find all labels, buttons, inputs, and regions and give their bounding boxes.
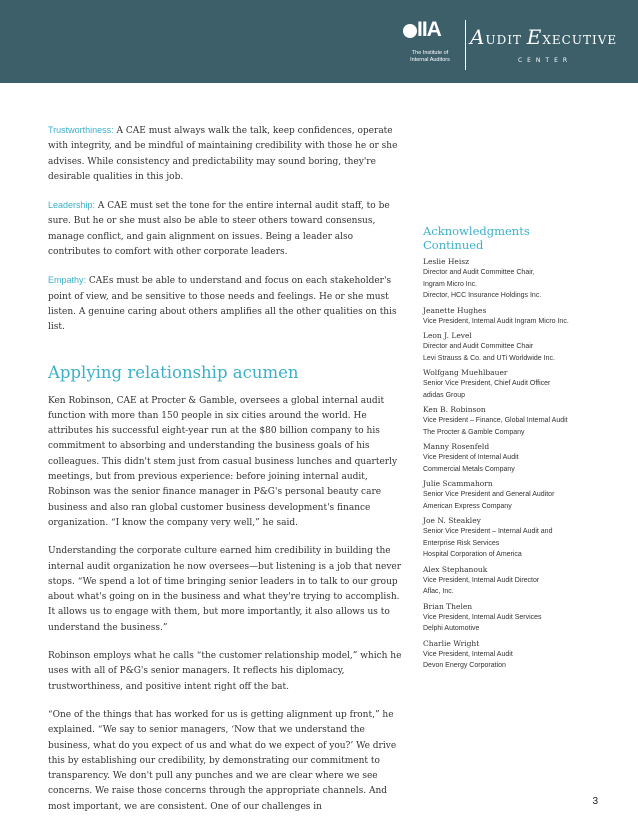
- acknowledgment-entry: [423, 367, 628, 401]
- acknowledgment-role: Hospital Corporation of America: [423, 551, 522, 558]
- acknowledgment-role: Senior Vice President – Internal Audit and: [423, 528, 553, 535]
- quality-paragraph: [48, 198, 406, 260]
- acknowledgment-name: Leon J. Level: [423, 331, 472, 340]
- acknowledgment-entry: [423, 638, 628, 672]
- acknowledgment-role: Commercial Metals Company: [423, 465, 515, 473]
- acknowledgment-entry: [423, 478, 628, 512]
- acknowledgment-name: Ken B. Robinson: [423, 405, 486, 414]
- acknowledgment-entry: [423, 330, 628, 364]
- acknowledgment-role: Vice President, Internal Audit: [423, 650, 513, 658]
- acknowledgment-role: American Express Company: [423, 502, 512, 510]
- header-divider: [465, 20, 466, 70]
- acknowledgment-name: Jeanette Hughes: [423, 305, 487, 315]
- acknowledgment-role: Vice President, Internal Audit Services: [423, 613, 542, 621]
- header-banner: [0, 0, 638, 83]
- body-paragraph: “One of the things that has worked for us is getting alignment up front,” he explained. “We say to senior managers, ‘Now that we understand the business, what do you expect of us and what do we expect of you?’ We drive this by establishing our credibility, by demonstrating our commitment to transparency. We don't pull any punches and we are clear where we see concerns. We raise those concerns through the appropriate channels. And most important, we are consistent. One of our challenges in: [48, 709, 397, 812]
- acknowledgment-entry: [423, 305, 628, 328]
- acknowledgments-sidebar: [423, 224, 628, 675]
- quality-text: CAEs must be able to understand and focus on each stakeholder's point of view, and be sensitive to those needs and feelings. He or she must listen. A genuine caring about others amplifies all the other qualities on this list.: [48, 276, 397, 333]
- acknowledgment-entry: [423, 404, 628, 438]
- acknowledgment-role: Enterprise Risk Services: [423, 539, 500, 547]
- acknowledgment-name: Alex Stephanouk: [423, 564, 488, 574]
- acknowledgments-list: [423, 256, 628, 672]
- acknowledgment-role: Director, HCC Insurance Holdings Inc.: [423, 292, 542, 299]
- quality-text: A CAE must set the tone for the entire internal audit staff, to be sure. But he or she must also be able to steer others toward consensus, manage conflict, and gain alignment on issues. Being a leader also contributes to comfort with other corporate leaders.: [48, 201, 390, 258]
- acknowledgment-role: Vice President of Internal Audit: [423, 454, 519, 461]
- acknowledgment-name: Julie Scammahorn: [423, 479, 493, 488]
- body-paragraph: Understanding the corporate culture earned him credibility in building the internal audit organization he now oversees—but listening is a job that never stops. “We spend a lot of time bringing senior leaders in to talk to our group about what's going on in the business and what they're trying to accomplish. It allows us to engage with them, but more importantly, it also allows us to understand the business.”: [48, 546, 402, 633]
- acknowledgment-role: Devon Energy Corporation: [423, 662, 506, 669]
- acknowledgment-entry: [423, 256, 628, 302]
- body-paragraph: Ken Robinson, CAE at Procter & Gamble, oversees a global internal audit function with more than 150 people in six cities around the world. He attributes his successful eight-year run at the $80 billion company to his commitment to absorbing and understanding the business goals of his colleagues. This didn't stem just from casual business lunches and quarterly meetings, but from previous experience: before joining internal audit, Robinson was the senior finance manager in P&G's personal beauty care business and also ran global customer business development's finance organization. “I know the company very well,” he said.: [48, 395, 398, 528]
- acknowledgment-role: Aflac, Inc.: [423, 588, 454, 595]
- acknowledgment-role: Delphi Automotive: [423, 625, 480, 632]
- main-content: [48, 123, 406, 828]
- quality-label: Leadership:: [48, 200, 96, 211]
- acknowledgment-role: Director and Audit Committee Chair: [423, 343, 534, 350]
- acknowledgment-role: adidas Group: [423, 391, 466, 399]
- iia-logo: [400, 18, 460, 72]
- acknowledgment-name: Brian Thelen: [423, 601, 473, 611]
- acknowledgment-entry: [423, 601, 628, 635]
- center-subtitle: CENTER: [517, 57, 573, 64]
- acknowledgments-title: Acknowledgments Continued: [423, 224, 530, 252]
- logo-subtitle-line: Internal Auditors: [410, 57, 450, 63]
- section-heading: Applying relationship acumen: [48, 362, 299, 382]
- acknowledgment-entry: [423, 564, 628, 598]
- page-number: 3: [592, 796, 598, 807]
- acknowledgment-name: Joe N. Steakley: [423, 516, 481, 525]
- acknowledgment-role: Vice President – Finance, Global Internal Audit: [423, 417, 568, 424]
- acknowledgment-role: Vice President, Internal Audit Director: [423, 576, 540, 584]
- quality-label: Trustworthiness:: [48, 125, 114, 135]
- acknowledgment-role: Senior Vice President and General Auditor: [423, 491, 555, 498]
- acknowledgment-role: The Procter & Gamble Company: [423, 428, 525, 436]
- iia-logo-letters: IIA: [417, 18, 441, 41]
- quality-text: A CAE must always walk the talk, keep confidences, operate with integrity, and be mindful of maintaining credibility with those he or she advises. While consistency and predictability may sound boring, they're desirable qualities in this job.: [48, 126, 398, 182]
- iia-logo-subtitle: [400, 50, 460, 64]
- acknowledgment-name: Manny Rosenfeld: [423, 442, 490, 451]
- iia-logo-mark: [403, 18, 457, 50]
- acknowledgment-entry: [423, 515, 628, 561]
- logo-subtitle-line: The Institute of: [411, 50, 449, 56]
- acknowledgment-name: Wolfgang Muehlbauer: [423, 368, 508, 377]
- acknowledgment-role: Vice President, Internal Audit Ingram Micro Inc.: [423, 317, 569, 325]
- acknowledgment-name: Charlie Wright: [423, 638, 480, 648]
- acknowledgment-role: Senior Vice President, Chief Audit Officer: [423, 380, 551, 387]
- acknowledgment-entry: [423, 441, 628, 475]
- body-paragraph: Robinson employs what he calls “the customer relationship model,” which he uses with all of P&G's senior managers. It reflects his diplomacy, trustworthiness, and positive intent right off the bat.: [48, 651, 402, 692]
- acknowledgment-role: Director and Audit Committee Chair,: [423, 269, 535, 276]
- seal-icon: [403, 24, 417, 38]
- center-title: AUDIT EXECUTIVE: [470, 25, 618, 49]
- quality-paragraph: [48, 123, 406, 185]
- quality-paragraph: [48, 273, 406, 335]
- quality-label: Empathy:: [48, 275, 87, 286]
- acknowledgment-role: Ingram Micro Inc.: [423, 280, 478, 288]
- acknowledgment-role: Levi Strauss & Co. and UTi Worldwide Inc.: [423, 354, 555, 362]
- acknowledgment-name: Leslie Heisz: [423, 257, 470, 266]
